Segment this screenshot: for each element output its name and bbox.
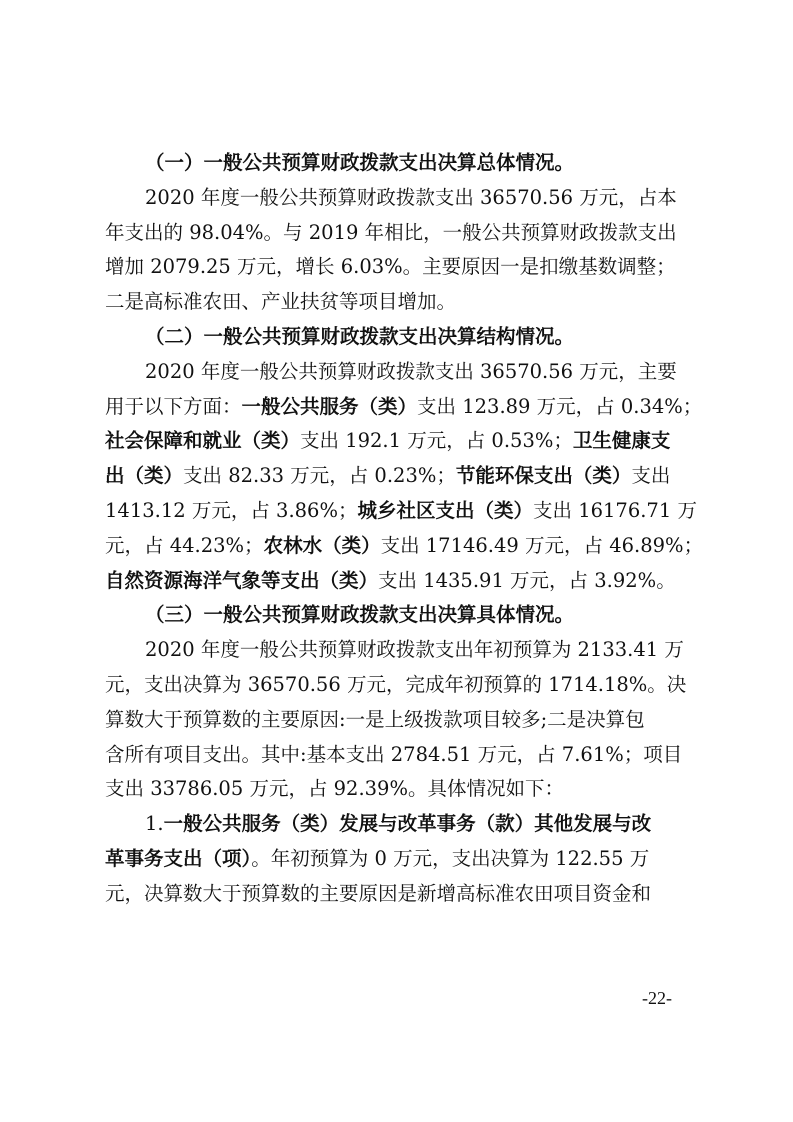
paragraph-line: 2020 年度一般公共预算财政拨款支出年初预算为 2133.41 万 [145, 638, 684, 662]
paragraph-line: 元，决算数大于预算数的主要原因是新增高标准农田项目资金和 [105, 881, 652, 905]
paragraph-line: 自然资源海洋气象等支出（类）支出 1435.91 万元，占 3.92%。 [105, 568, 676, 592]
category-label: 一般公共服务（类） [241, 394, 418, 418]
paragraph-line: 支出 33786.05 万元，占 92.39%。具体情况如下： [105, 777, 564, 801]
section-heading: （一）一般公共预算财政拨款支出决算总体情况。 [145, 151, 575, 174]
category-label: 卫生健康支 [572, 429, 671, 453]
paragraph-line: 2020 年度一般公共预算财政拨款支出 36570.56 万元，主要 [145, 359, 677, 383]
paragraph-line: 用于以下方面：一般公共服务（类）支出 123.89 万元，占 0.34%； [105, 394, 703, 418]
page-number: -22- [642, 988, 672, 1008]
section-heading: （二）一般公共预算财政拨款支出决算结构情况。 [145, 324, 575, 348]
category-label: 自然资源海洋气象等支出（类） [105, 568, 379, 592]
paragraph-line: 算数大于预算数的主要原因:一是上级拨款项目较多;二是决算包 [105, 707, 645, 731]
section-heading: （三）一般公共预算财政拨款支出决算具体情况。 [145, 603, 575, 627]
category-label: 一般公共服务（类） [163, 812, 340, 836]
category-label: 出（类） [105, 464, 184, 488]
paragraph-line: 1.一般公共服务（类）发展与改革事务（款）其他发展与改 [145, 812, 652, 836]
paragraph-line: 元，支出决算为 36570.56 万元，完成年初预算的 1714.18%。决 [105, 672, 687, 696]
category-label: 其他发展与改 [534, 812, 652, 836]
category-label: 农林水（类） [263, 533, 381, 557]
category-label: 发展与改革事务（款） [339, 812, 535, 836]
paragraph-line: 社会保障和就业（类）支出 192.1 万元，占 0.53%；卫生健康支 [105, 429, 671, 453]
category-label: 革事务支出（项） [105, 846, 252, 870]
category-label: 社会保障和就业（类） [105, 429, 301, 453]
paragraph-line: 2020 年度一般公共预算财政拨款支出 36570.56 万元，占本 [145, 185, 677, 209]
paragraph-line: 二是高标准农田、产业扶贫等项目增加。 [105, 290, 457, 314]
paragraph-line: 元，占 44.23%；农林水（类）支出 17146.49 万元，占 46.89%； [105, 533, 704, 557]
paragraph-line: 1413.12 万元，占 3.86%；城乡社区支出（类）支出 16176.71 万 [105, 498, 697, 522]
category-label: 节能环保支出（类） [455, 464, 632, 488]
paragraph-line: 增加 2079.25 万元，增长 6.03%。主要原因一是扣缴基数调整； [105, 255, 676, 279]
paragraph-line: 革事务支出（项）。年初预算为 0 万元，支出决算为 122.55 万 [105, 846, 650, 870]
category-label: 城乡社区支出（类） [357, 498, 533, 522]
paragraph-line: 含所有项目支出。其中:基本支出 2784.51 万元，占 7.61%；项目 [105, 742, 683, 766]
paragraph-line: 出（类）支出 82.33 万元，占 0.23%；节能环保支出（类）支出 [105, 464, 671, 488]
body-text [105, 146, 704, 912]
paragraph-line: 年支出的 98.04%。与 2019 年相比，一般公共预算财政拨款支出 [105, 220, 677, 244]
